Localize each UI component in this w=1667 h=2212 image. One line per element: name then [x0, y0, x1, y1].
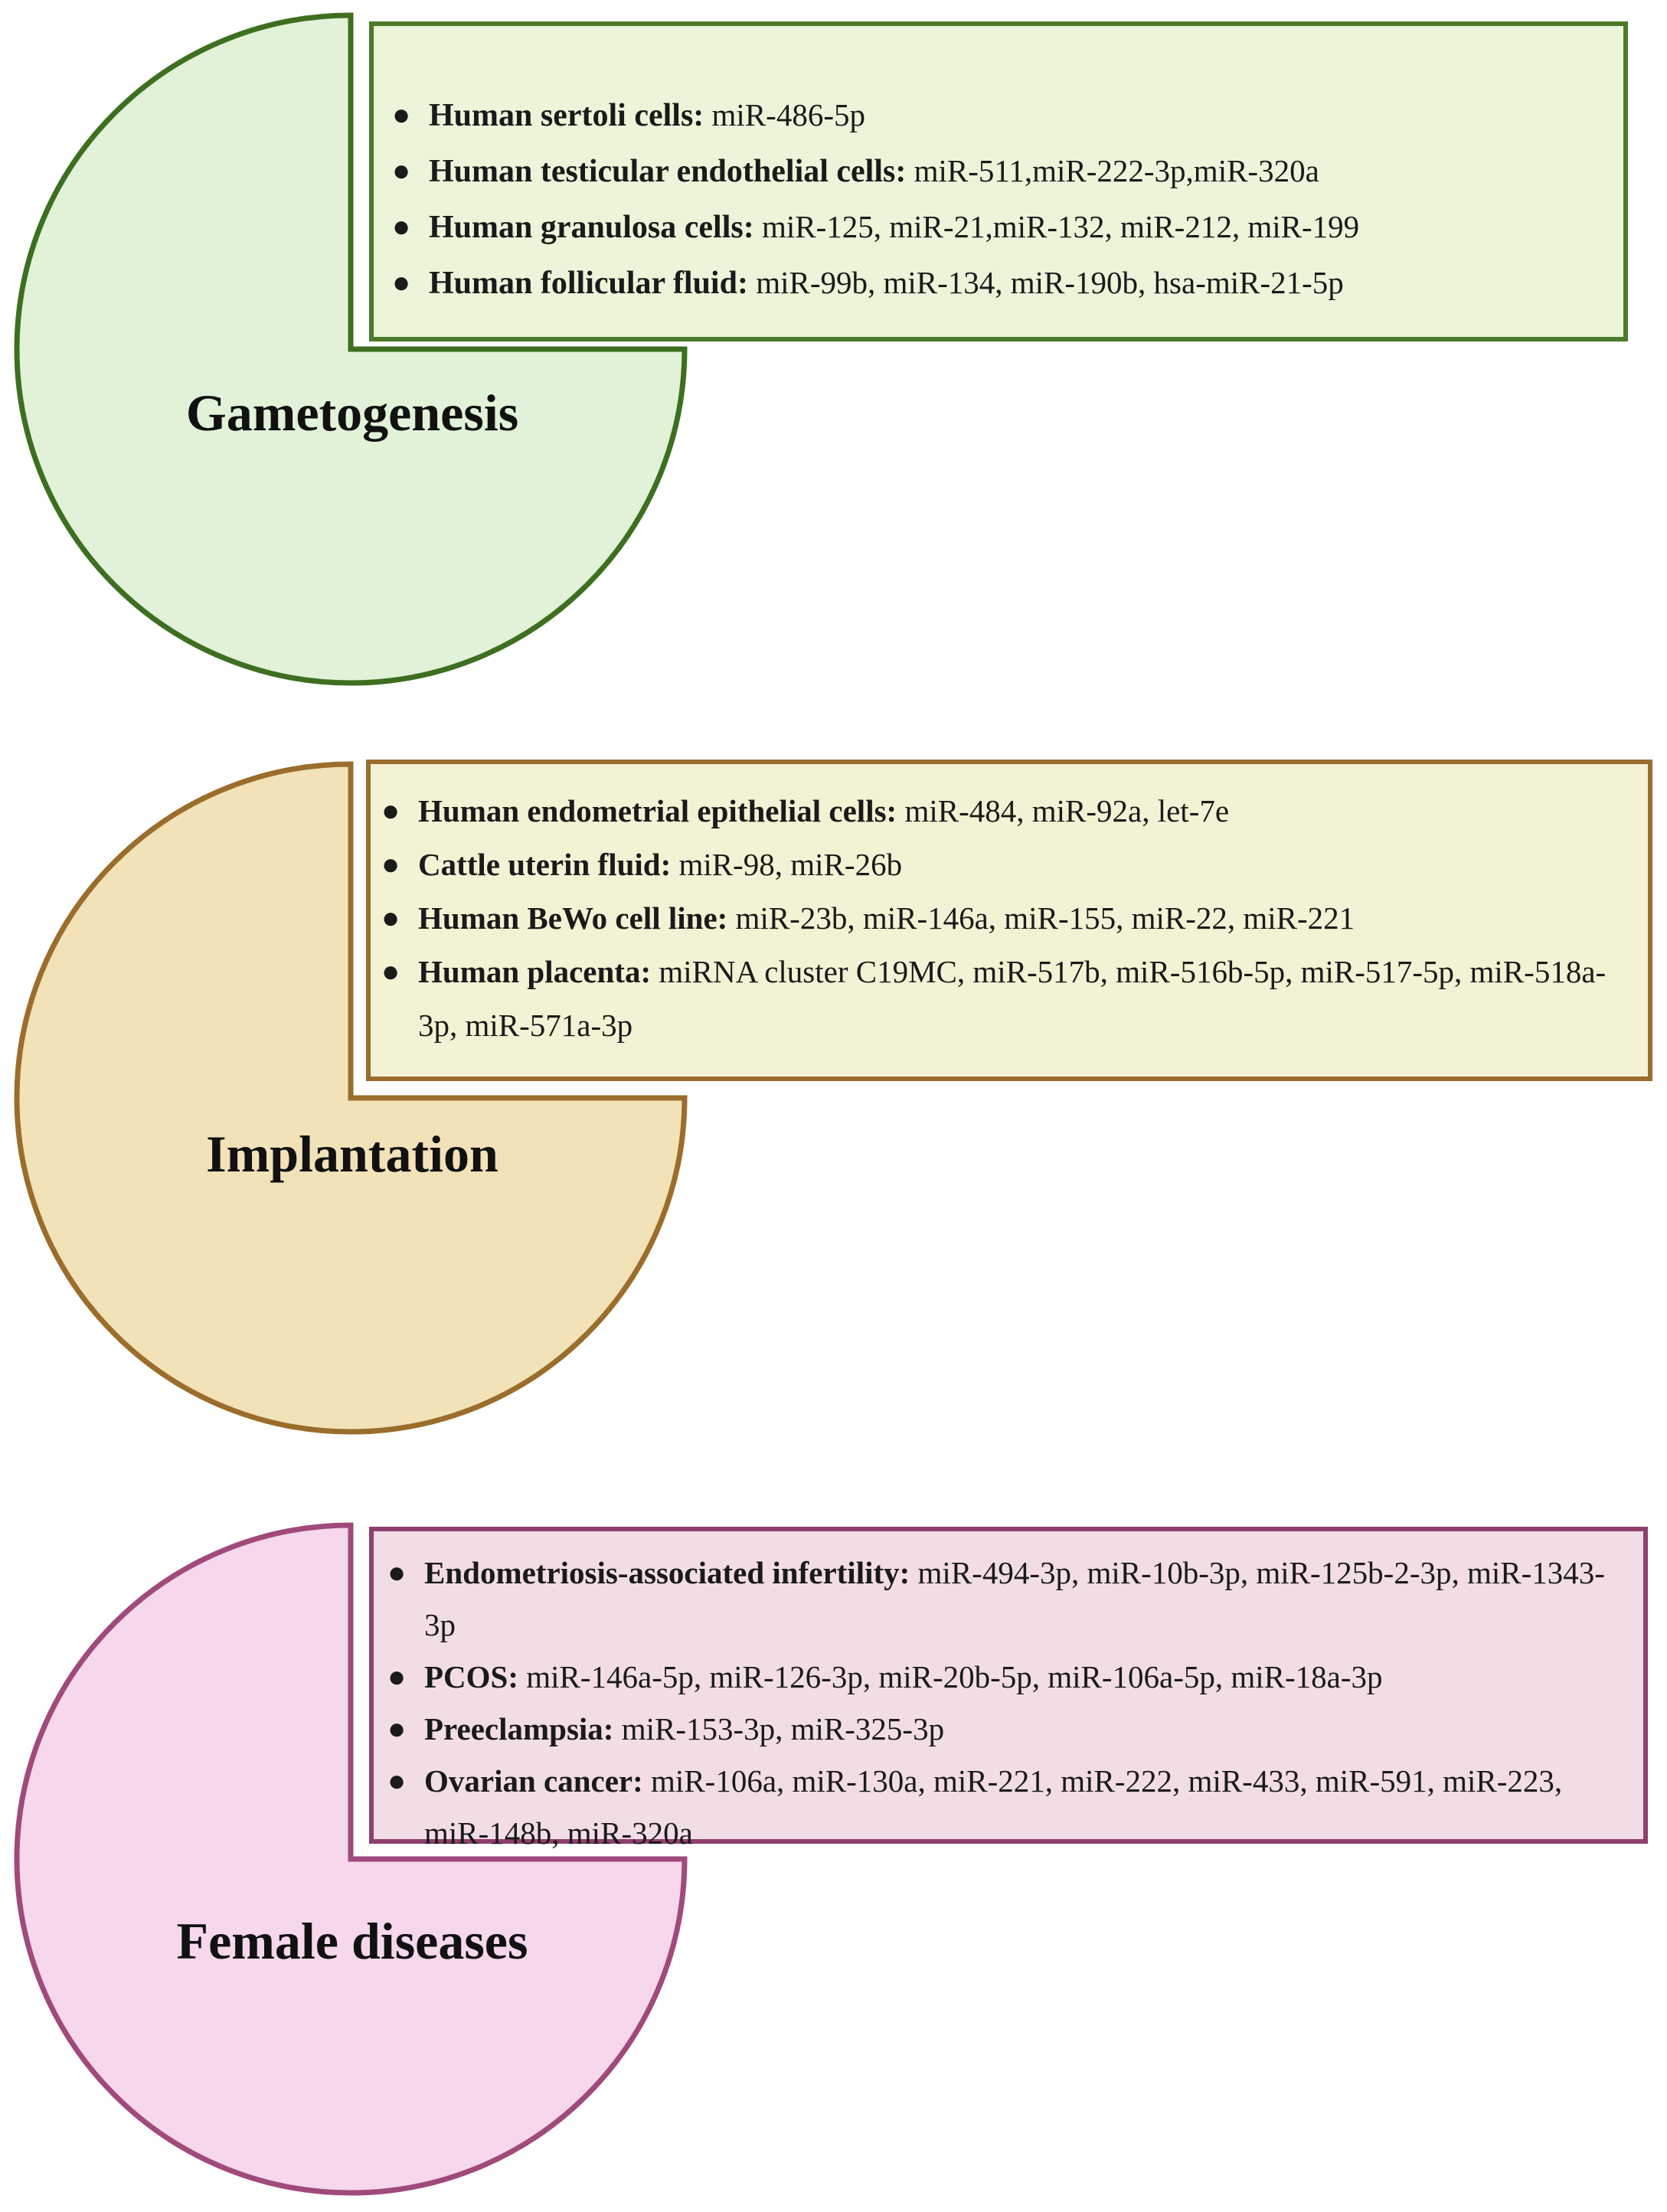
implantation-list [371, 784, 1633, 1052]
female-diseases-box [369, 1527, 1648, 1851]
female-diseases-list [374, 1547, 1628, 1859]
bullet-icon: ● [392, 97, 411, 132]
item-label: Ovarian cancer: [424, 1763, 643, 1799]
bullet-icon: ● [387, 1555, 407, 1590]
gametogenesis-title: Gametogenesis [185, 384, 519, 442]
list-item [374, 87, 1600, 143]
list-item [371, 891, 1633, 945]
item-label: Human BeWo cell line: [418, 900, 728, 936]
bullet-icon: ● [392, 209, 411, 243]
bullet-icon: ● [392, 265, 411, 299]
implantation-title: Implantation [206, 1125, 498, 1183]
item-text: miR-511,miR-222-3p,miR-320a [906, 153, 1319, 188]
gametogenesis-box [369, 21, 1628, 341]
item-text: miR-23b, miR-146a, miR-155, miR-22, miR-221 [727, 900, 1355, 936]
list-item [374, 1651, 1628, 1703]
item-label: Human follicular fluid: [429, 266, 748, 301]
list-item [371, 838, 1633, 891]
bullet-icon: ● [387, 1711, 407, 1746]
bullet-icon: ● [387, 1659, 407, 1694]
item-label: Human placenta: [418, 954, 652, 989]
item-text: miRNA cluster C19MC, miR-517b, miR-516b-5p, miR-517-5p, miR-518a-3p, miR-571a-3p [418, 954, 1607, 1043]
list-item [374, 143, 1600, 199]
item-label: PCOS: [424, 1659, 518, 1694]
item-label: Human sertoli cells: [429, 98, 704, 133]
item-text: miR-494-3p, miR-10b-3p, miR-125b-2-3p, miR-1343-3p [424, 1555, 1605, 1642]
gametogenesis-list [374, 87, 1600, 311]
item-text: miR-98, miR-26b [671, 847, 903, 882]
item-text: miR-106a, miR-130a, miR-221, miR-222, miR-433, miR-591, miR-223, miR-148b, miR-320a [424, 1763, 1563, 1851]
list-item [371, 945, 1633, 1052]
item-label: Preeclampsia: [424, 1711, 614, 1746]
item-label: Human endometrial epithelial cells: [418, 793, 897, 828]
item-label: Endometriosis-associated infertility: [424, 1555, 910, 1590]
item-text: miR-484, miR-92a, let-7e [897, 793, 1230, 828]
item-label: Human granulosa cells: [429, 210, 754, 245]
list-item [374, 199, 1600, 255]
implantation-box [366, 760, 1652, 1081]
female-diseases-title: Female diseases [176, 1912, 528, 1970]
item-text: miR-486-5p [704, 97, 865, 132]
bullet-icon: ● [381, 900, 400, 935]
list-item [374, 1547, 1628, 1651]
item-text: miR-146a-5p, miR-126-3p, miR-20b-5p, miR-106a-5p, miR-18a-3p [518, 1659, 1383, 1694]
item-text: miR-153-3p, miR-325-3p [613, 1711, 945, 1746]
bullet-icon: ● [381, 793, 400, 828]
list-item [374, 1703, 1628, 1755]
list-item [371, 784, 1633, 838]
bullet-icon: ● [387, 1763, 407, 1798]
list-item [374, 255, 1600, 311]
item-label: Human testicular endothelial cells: [429, 154, 907, 189]
item-label: Cattle uterin fluid: [418, 847, 672, 882]
bullet-icon: ● [381, 847, 400, 881]
item-text: miR-125, miR-21,miR-132, miR-212, miR-199 [753, 209, 1360, 244]
bullet-icon: ● [381, 954, 400, 988]
list-item [374, 1755, 1628, 1859]
item-text: miR-99b, miR-134, miR-190b, hsa-miR-21-5p [747, 265, 1344, 300]
bullet-icon: ● [392, 153, 411, 188]
